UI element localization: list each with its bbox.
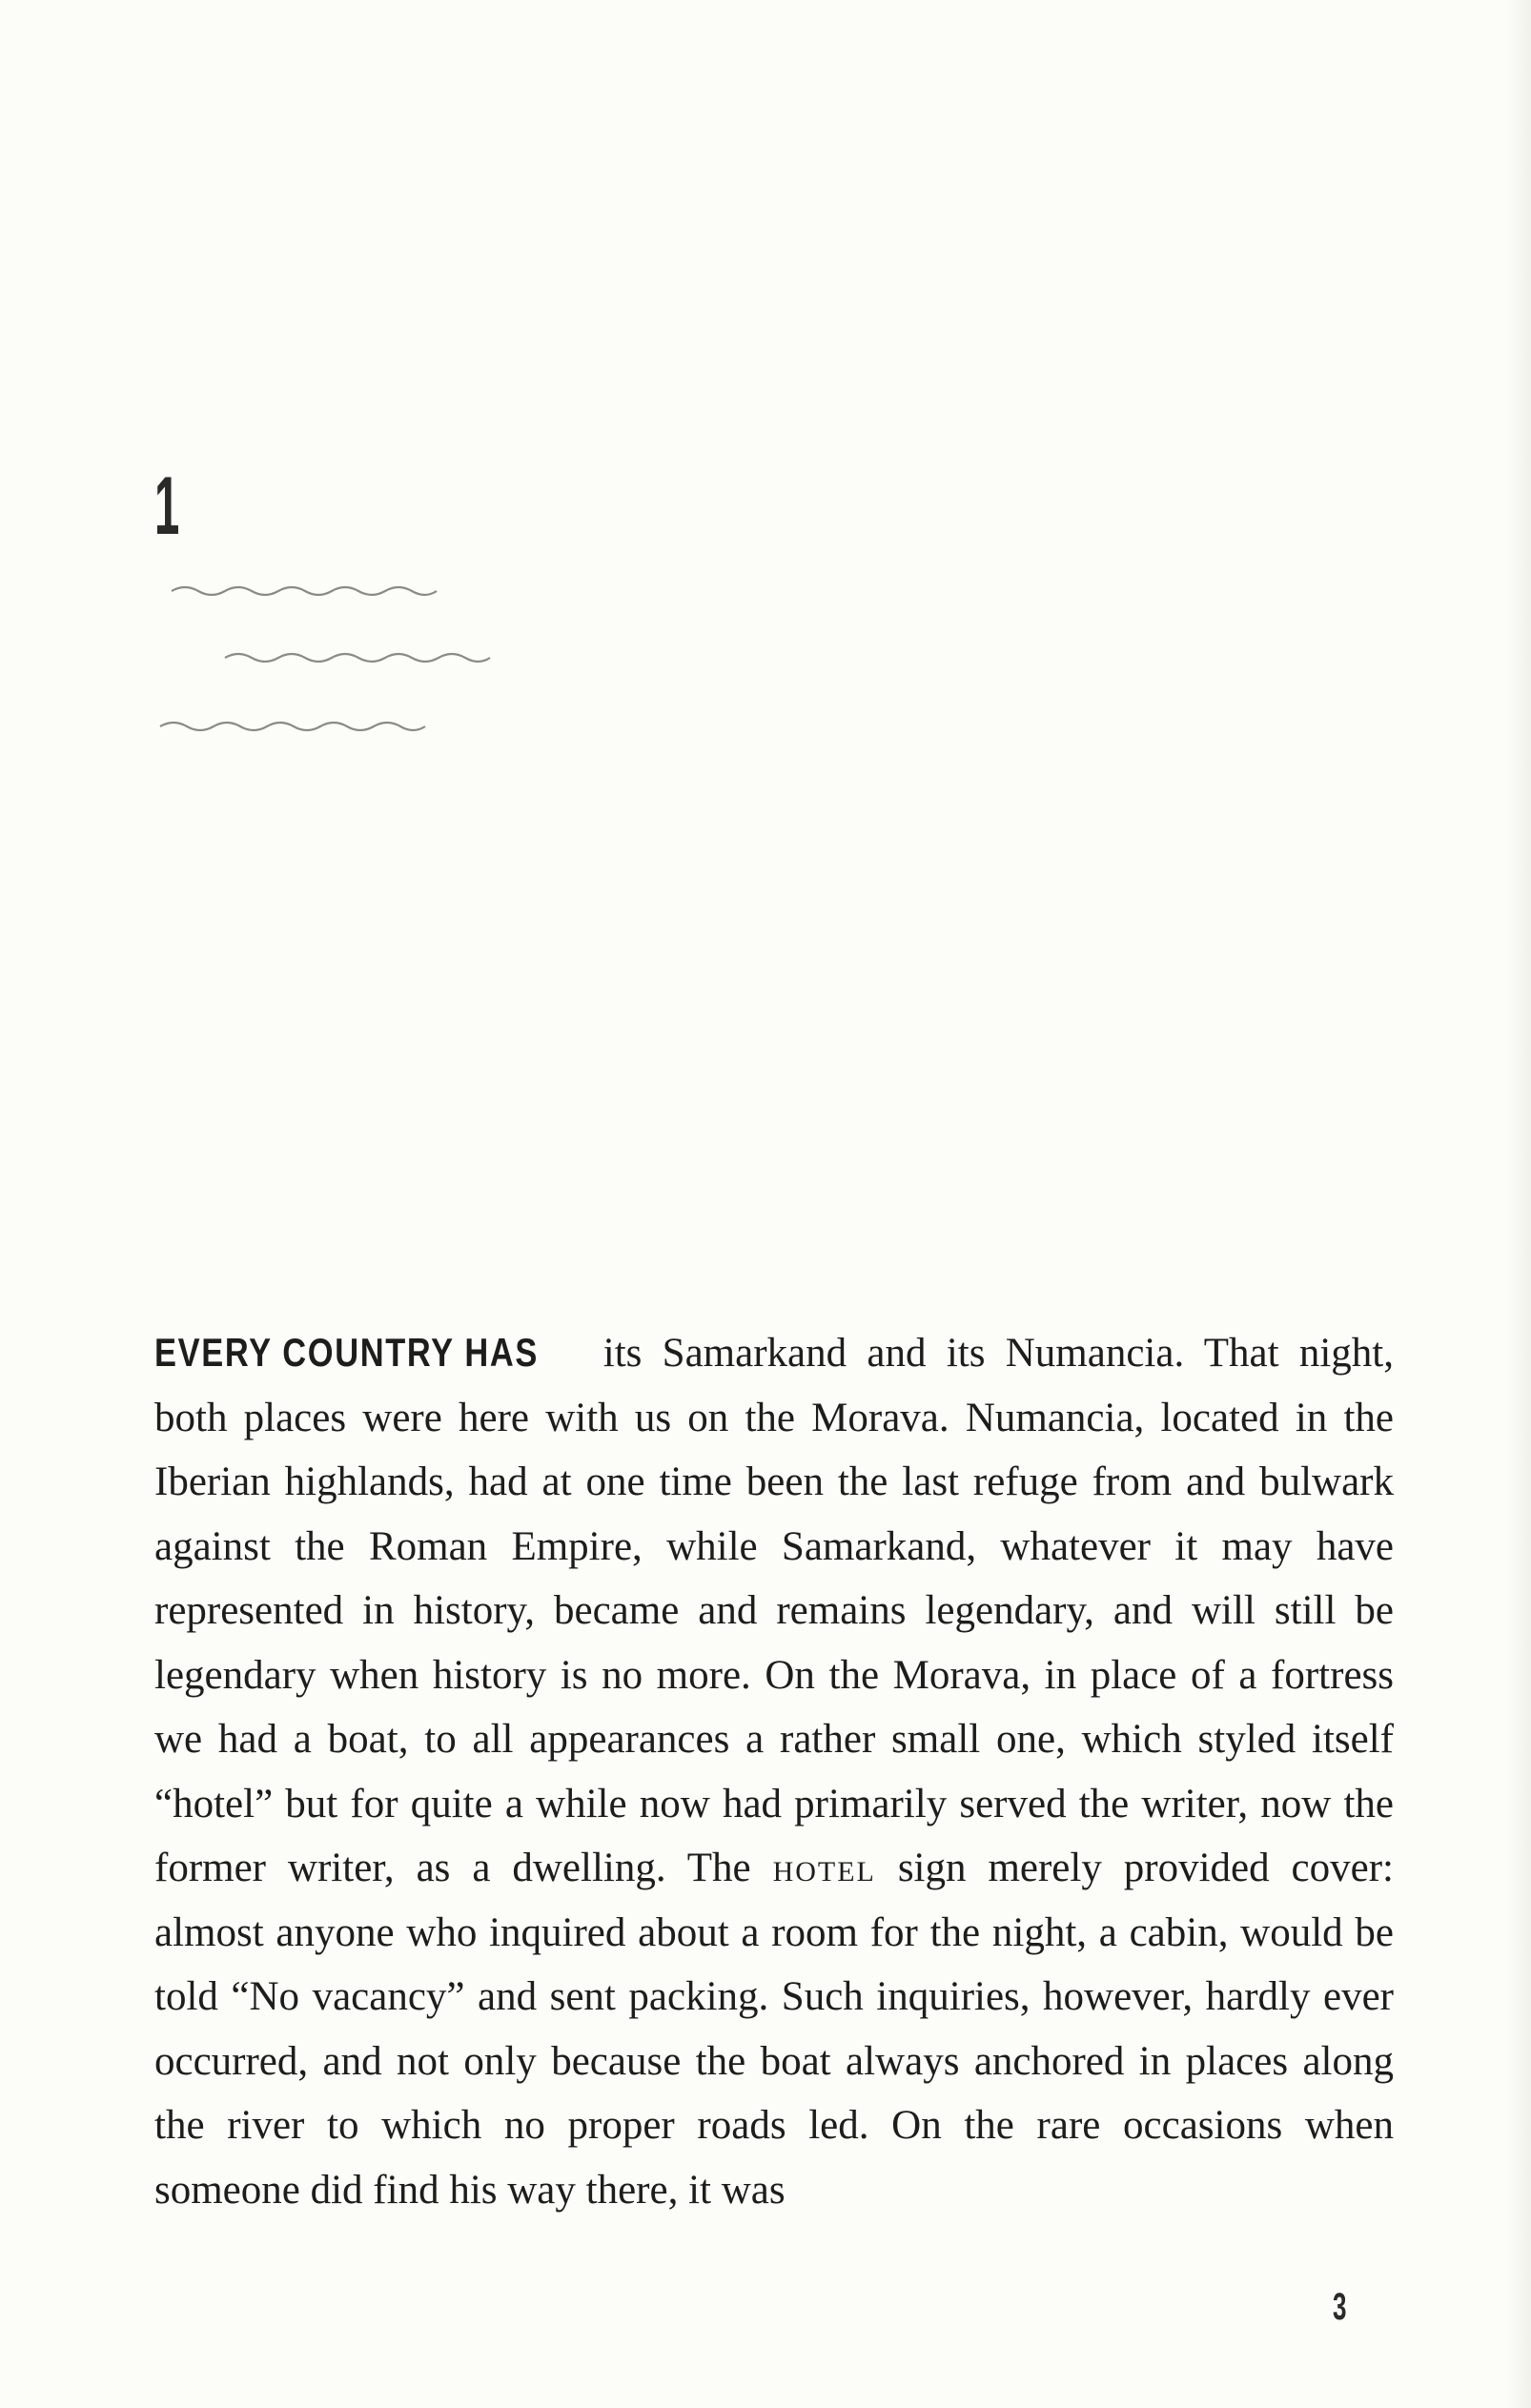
hotel-sign-word: hotel <box>772 1846 876 1890</box>
body-text-part1: its Samarkand and its Numancia. That night, both places were here with us on the Morava. Numancia, located in the Iberian highlands, had at one time been the last refuge from and bulwark against the Roman Empire, while Samarkand, whatever it may have represented in history, became and remains legendary, and will still be legendary when history is no more. On the Morava, in place of a fortress we had a boat, to all appearances a rather small one, which styled itself “hotel” but for quite a while now had primarily served the writer, now the former writer, as a dwelling. The <box>154 1331 1394 1890</box>
body-paragraph <box>154 1320 1394 2222</box>
lead-in: EVERY COUNTRY HAS <box>154 1330 539 1375</box>
wave-line-2 <box>225 654 490 662</box>
body-text-part2: sign merely provided cover: almost anyone who inquired about a room for the night, a cabin, would be told “No vacancy” and sent packing. Such inquiries, however, hardly ever occurred, and not only because the boat always anchored in places along the river to which no proper roads led. On the rare occasions when someone did find his way there, it was <box>154 1846 1394 2213</box>
wave-ornament-icon <box>0 0 1531 858</box>
wave-line-1 <box>172 587 437 595</box>
page-number: 3 <box>1333 2286 1347 2328</box>
chapter-number: 1 <box>154 460 180 552</box>
wave-line-3 <box>160 723 425 730</box>
